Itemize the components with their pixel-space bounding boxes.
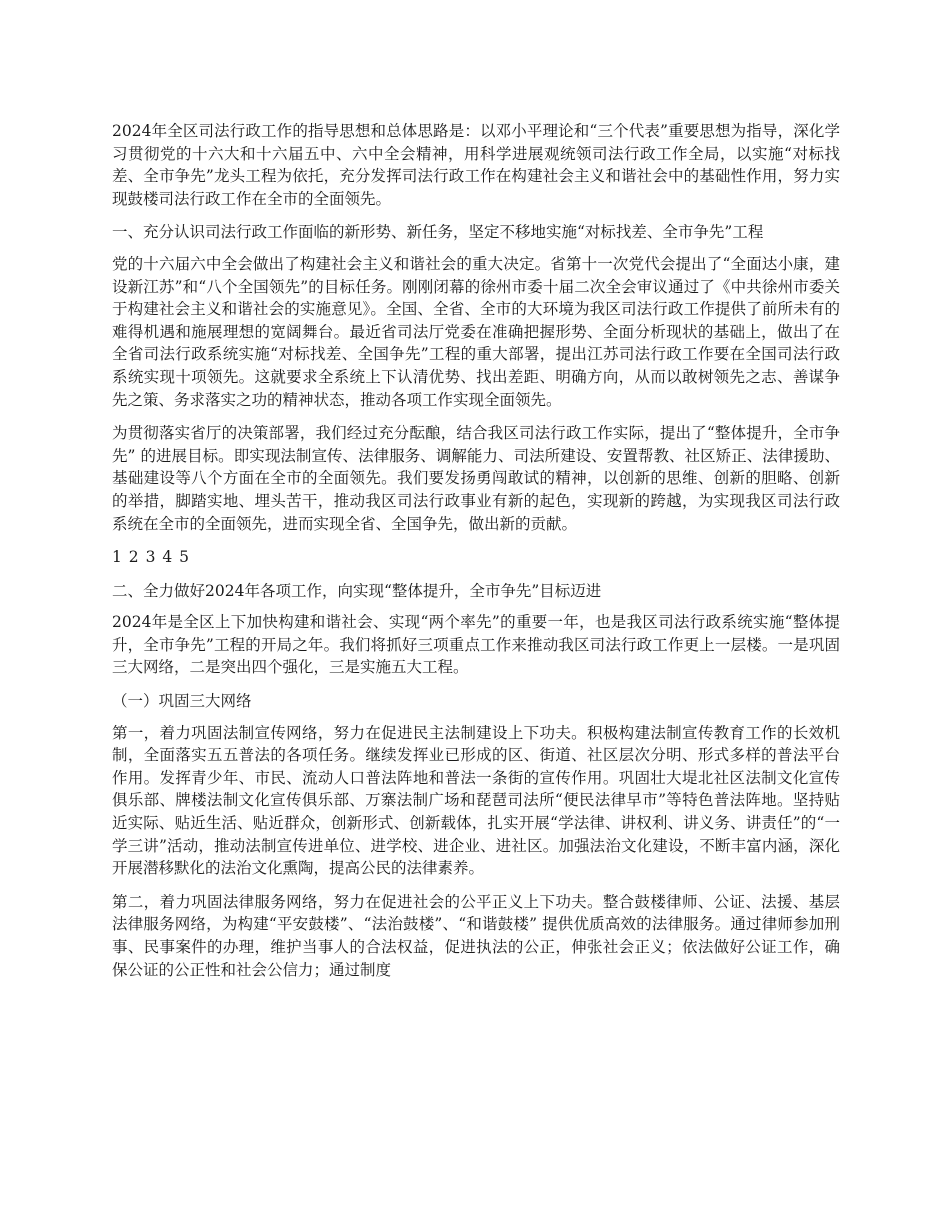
intro-paragraph: 2024年全区司法行政工作的指导思想和总体思路是：以邓小平理论和“三个代表”重要思想为指导，深化学习贯彻党的十六大和十六届五中、六中全会精神，用科学进展观统领司法行政工作全局，以实施“对标找差、全市争先”龙头工程为依托，充分发挥司法行政工作在构建社会主义和谐社会中的基础性作用，努力实现鼓楼司法行政工作在全市的全面领先。 <box>112 122 840 208</box>
body-paragraph: 2024年是全区上下加快构建和谐社会、实现“两个率先”的重要一年，也是我区司法行政系统实施“整体提升，全市争先”工程的开局之年。我们将抓好三项重点工作来推动我区司法行政工作更上一层楼。一是巩固三大网络，二是突出四个强化，三是实施五大工程。 <box>112 613 840 677</box>
document-body <box>112 120 840 992</box>
body-paragraph: 党的十六届六中全会做出了构建社会主义和谐社会的重大决定。省第十一次党代会提出了“全面达小康，建设新江苏”和“八个全国领先”的目标任务。刚刚闭幕的徐州市委十届二次全会审议通过了《中共徐州市委关于构建社会主义和谐社会的实施意见》。全国、全省、全市的大环境为我区司法行政工作提供了前所未有的难得机遇和施展理想的宽阔舞台。最近省司法厅党委在准确把握形势、全面分析现状的基础上，做出了在全省司法行政系统实施“对标找差、全国争先”工程的重大部署，提出江苏司法行政工作要在全国司法行政系统实现十项领先。这就要求全系统上下认清优势、找出差距、明确方向，从而以敢树领先之志、善谋争先之策、务求落实之功的精神状态，推动各项工作实现全面领先。 <box>112 254 840 409</box>
body-paragraph: 第二，着力巩固法律服务网络，努力在促进社会的公平正义上下功夫。整合鼓楼律师、公证、法援、基层法律服务网络，为构建“平安鼓楼”、“法治鼓楼”、“和谐鼓楼” 提供优质高效的法律服务。通过律师参加刑事、民事案件的办理，维护当事人的合法权益，促进执法的公正，伸张社会正义；依法做好公证工作，确保公证的公正性和社会公信力；通过制度 <box>112 892 840 979</box>
page-numbers: 1 2 3 4 5 <box>112 548 191 567</box>
subsection-heading: （一）巩固三大网络 <box>112 692 252 711</box>
section-one-heading: 一、充分认识司法行政工作面临的新形势、新任务，坚定不移地实施“对标找差、全市争先”工程 <box>112 223 764 242</box>
body-paragraph: 第一，着力巩固法制宣传网络，努力在促进民主法制建设上下功夫。积极构建法制宣传教育工作的长效机制，全面落实五五普法的各项任务。继续发挥业已形成的区、街道、社区层次分明、形式多样的普法平台作用。发挥青少年、市民、流动人口普法阵地和普法一条街的宣传作用。巩固壮大堤北社区法制文化宣传俱乐部、牌楼法制文化宣传俱乐部、万寨法制广场和琵琶司法所“便民法律早市”等特色普法阵地。坚持贴近实际、贴近生活、贴近群众，创新形式、创新载体，扎实开展“学法律、讲权利、讲义务、讲责任”的“一学三讲”活动，推动法制宣传进单位、进学校、进企业、进社区。加强法治文化建设，不断丰富内涵，深化开展潜移默化的法治文化熏陶，提高公民的法律素养。 <box>112 723 840 878</box>
body-paragraph: 为贯彻落实省厅的决策部署，我们经过充分酝酿，结合我区司法行政工作实际，提出了“整体提升，全市争先” 的进展目标。即实现法制宣传、法律服务、调解能力、司法所建设、安置帮教、社区矫正、法律援助、基础建设等八个方面在全市的全面领先。我们要发扬勇闯敢试的精神，以创新的思维、创新的胆略、创新的举措，脚踏实地、埋头苦干，推动我区司法行政事业有新的起色，实现新的跨越，为实现我区司法行政系统在全市的全面领先，进而实现全省、全国争先，做出新的贡献。 <box>112 424 840 533</box>
section-two-heading: 二、全力做好2024年各项工作，向实现“整体提升，全市争先”目标迈进 <box>112 581 602 600</box>
